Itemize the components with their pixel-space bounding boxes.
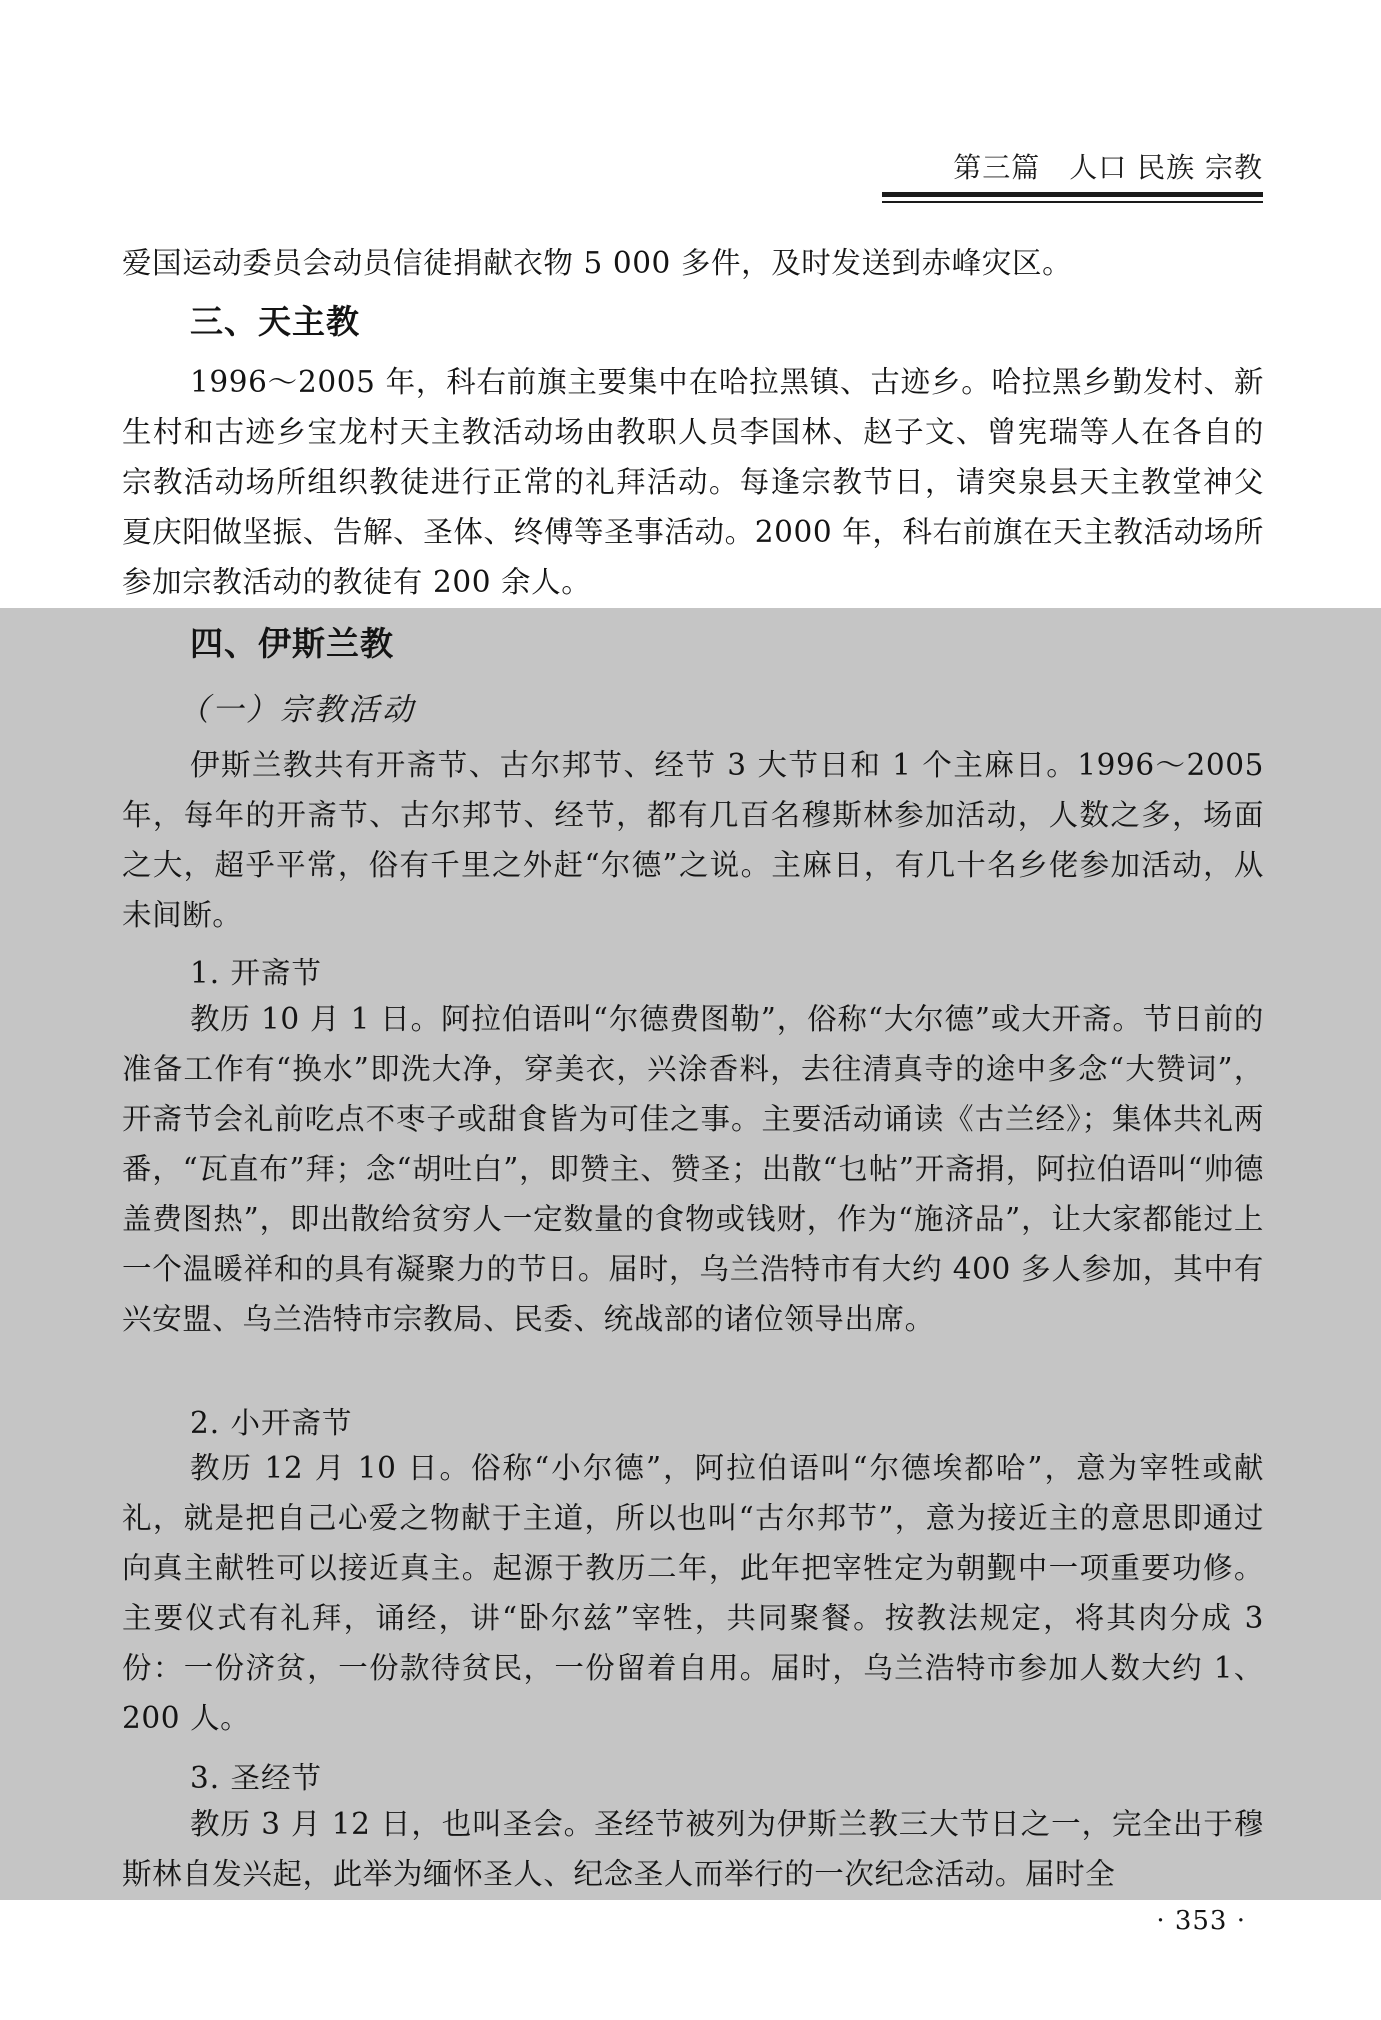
header-rule-thin xyxy=(882,201,1263,203)
eid-al-adha-paragraph: 教历 12 月 10 日。俗称“小尔德”，阿拉伯语叫“尔德埃都哈”，意为宰牲或献礼，就是把自己心爱之物献于主道，所以也叫“古尔邦节”，意为接近主的意思即通过向真主献牲可以接近真主。起源于教历二年，此年把宰牲定为朝觐中一项重要功修。主要仪式有礼拜，诵经，讲“卧尔兹”宰牲，共同聚餐。按教法规定，将其肉分成 3 份：一份济贫，一份款待贫民，一份留着自用。届时，乌兰浩特市参加人数大约 1、200 人。 xyxy=(122,1451,1264,1735)
eid-al-fitr-paragraph: 教历 10 月 1 日。阿拉伯语叫“尔德费图勒”，俗称“大尔德”或大开斋。节日前的准备工作有“换水”即洗大净，穿美衣，兴涂香料，去往清真寺的途中多念“大赞词”，开斋节会礼前吃点不枣子或甜食皆为可佳之事。主要活动诵读《古兰经》；集体共礼两番，“瓦直布”拜；念“胡吐白”，即赞主、赞圣；出散“乜帖”开斋捐，阿拉伯语叫“帅德盖费图热”，即出散给贫穷人一定数量的食物或钱财，作为“施济品”，让大家都能过上一个温暖祥和的具有凝聚力的节日。届时，乌兰浩特市有大约 400 多人参加，其中有兴安盟、乌兰浩特市宗教局、民委、统战部的诸位领导出席。 xyxy=(122,1002,1264,1336)
carryover-block xyxy=(122,238,1264,288)
islam-intro-block xyxy=(122,740,1264,940)
section-heading-islam: 四、伊斯兰教 xyxy=(190,624,394,663)
section-heading-catholicism: 三、天主教 xyxy=(190,302,360,341)
running-head: 第三篇 人口 民族 宗教 xyxy=(953,151,1263,184)
subsection-heading-religious-activities: （一）宗教活动 xyxy=(178,692,416,728)
eid-al-fitr-block xyxy=(122,994,1264,1344)
item-title-mawlid: 3. 圣经节 xyxy=(190,1761,323,1795)
carryover-paragraph: 爱国运动委员会动员信徒捐献衣物 5 000 多件，及时发送到赤峰灾区。 xyxy=(122,246,1073,280)
catholicism-block xyxy=(122,357,1264,607)
item-title-eid-al-fitr: 1. 开斋节 xyxy=(190,956,323,990)
islam-intro-paragraph: 伊斯兰教共有开斋节、古尔邦节、经节 3 大节日和 1 个主麻日。1996～2005 年，每年的开斋节、古尔邦节、经节，都有几百名穆斯林参加活动，人数之多，场面之大，超乎平常，俗有千里之外赶“尔德”之说。主麻日，有几十名乡佬参加活动，从未间断。 xyxy=(122,748,1264,932)
header-rule-thick xyxy=(882,192,1263,197)
catholicism-paragraph: 1996～2005 年，科右前旗主要集中在哈拉黑镇、古迹乡。哈拉黑乡勤发村、新生村和古迹乡宝龙村天主教活动场由教职人员李国林、赵子文、曾宪瑞等人在各自的宗教活动场所组织教徒进行正常的礼拜活动。每逢宗教节日，请突泉县天主教堂神父夏庆阳做坚振、告解、圣体、终傅等圣事活动。2000 年，科右前旗在天主教活动场所参加宗教活动的教徒有 200 余人。 xyxy=(122,365,1264,599)
item-title-eid-al-adha: 2. 小开斋节 xyxy=(190,1406,353,1440)
page-number: · 353 · xyxy=(1156,1906,1246,1936)
mawlid-paragraph: 教历 3 月 12 日，也叫圣会。圣经节被列为伊斯兰教三大节日之一，完全出于穆斯林自发兴起，此举为缅怀圣人、纪念圣人而举行的一次纪念活动。届时全 xyxy=(122,1807,1264,1891)
eid-al-adha-block xyxy=(122,1443,1264,1743)
mawlid-block xyxy=(122,1799,1264,1899)
